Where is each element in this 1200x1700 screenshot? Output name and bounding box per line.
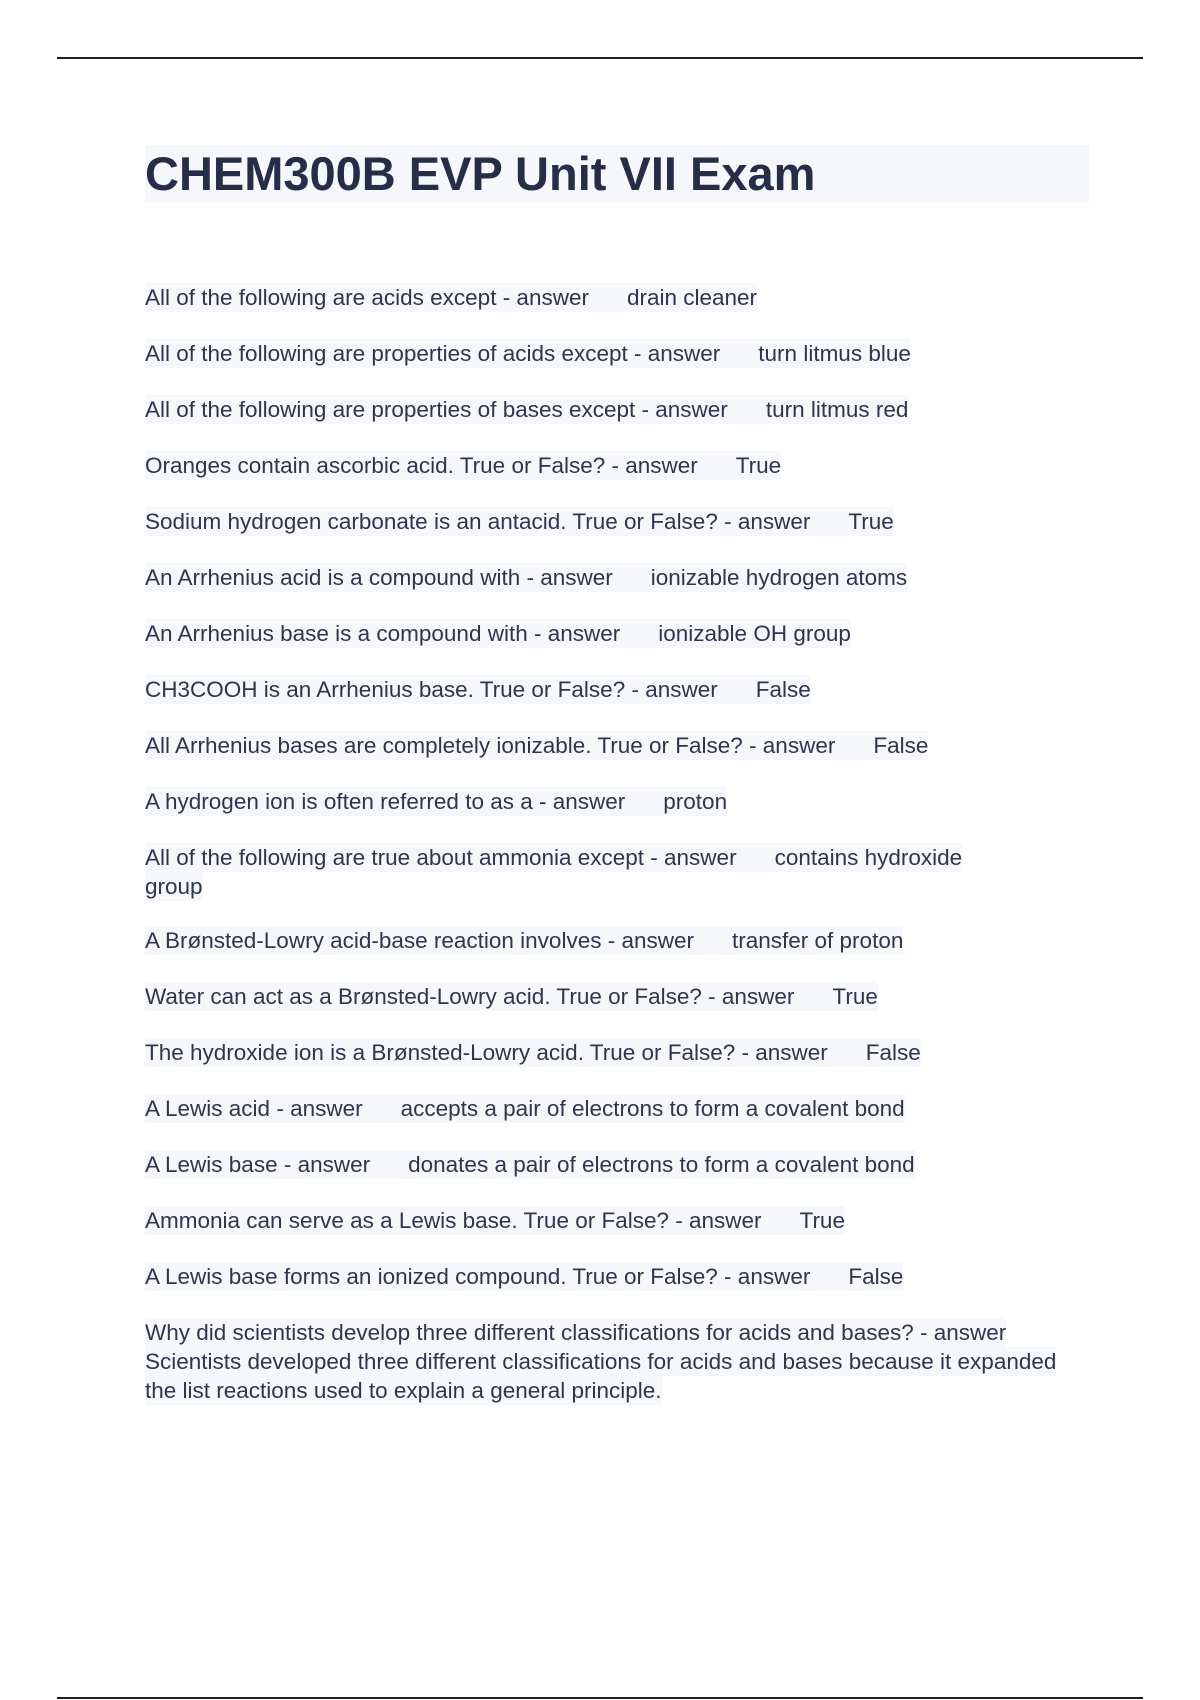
question-text: A Lewis acid - answer [145,1096,363,1121]
question-text: All of the following are true about ammonia except - answer [145,845,737,870]
question-text: Why did scientists develop three different classifications for acids and bases? - answer [145,1320,1007,1345]
answer-text: False [848,1264,904,1289]
answer-text: False [865,1040,921,1065]
qa-item [145,1206,1085,1235]
question-text: All Arrhenius bases are completely ionizable. True or False? - answer [145,733,836,758]
answer-text: True [832,984,878,1009]
qa-item [145,619,1085,648]
question-text: The hydroxide ion is a Brønsted-Lowry acid. True or False? - answer [145,1040,828,1065]
answer-text: turn litmus red [765,397,909,422]
qa-item [145,1262,1085,1291]
qa-item [145,395,1085,424]
question-text: An Arrhenius acid is a compound with - answer [145,565,613,590]
answer-text: True [735,453,782,478]
question-text: An Arrhenius base is a compound with - answer [145,621,621,646]
answer-text: drain cleaner [626,285,758,310]
top-rule [57,57,1143,59]
answer-text: contains hydroxide group [145,845,963,899]
question-text: Oranges contain ascorbic acid. True or False? - answer [145,453,698,478]
qa-item [145,507,1085,536]
qa-item [145,982,1085,1011]
qa-item [145,787,1085,816]
question-text: All of the following are acids except - answer [145,285,589,310]
qa-item [145,1318,1080,1405]
bottom-rule [57,1697,1143,1699]
qa-item [145,1094,1085,1123]
answer-text: turn litmus blue [758,341,911,366]
qa-item [145,731,1085,760]
question-text: All of the following are properties of bases except - answer [145,397,728,422]
question-text: A Lewis base forms an ionized compound. True or False? - answer [145,1264,811,1289]
answer-text: ionizable OH group [658,621,851,646]
answer-text: True [848,509,894,534]
qa-item [145,675,1085,704]
qa-item [145,843,1025,901]
question-text: A Brønsted-Lowry acid-base reaction involves - answer [145,928,694,953]
qa-item [145,1150,1085,1179]
answer-text: Scientists developed three different classifications for acids and bases because it expanded the list reactions used to explain a general principle. [145,1349,1057,1403]
answer-text: False [755,677,811,702]
answer-text: donates a pair of electrons to form a covalent bond [408,1152,915,1177]
question-text: A Lewis base - answer [145,1152,371,1177]
qa-item [145,283,1085,312]
page-title: CHEM300B EVP Unit VII Exam [145,147,816,200]
question-text: All of the following are properties of acids except - answer [145,341,721,366]
qa-item [145,563,1085,592]
question-text: A hydrogen ion is often referred to as a - answer [145,789,626,814]
answer-text: proton [663,789,728,814]
question-text: CH3COOH is an Arrhenius base. True or False? - answer [145,677,718,702]
answer-text: True [799,1208,845,1233]
question-text: Sodium hydrogen carbonate is an antacid. True or False? - answer [145,509,811,534]
qa-list [145,283,1085,1430]
answer-text: accepts a pair of electrons to form a covalent bond [400,1096,905,1121]
question-text: Ammonia can serve as a Lewis base. True or False? - answer [145,1208,762,1233]
qa-item [145,339,1085,368]
question-text: Water can act as a Brønsted-Lowry acid. True or False? - answer [145,984,795,1009]
qa-item [145,1038,1085,1067]
answer-text: False [873,733,929,758]
qa-item [145,926,1085,955]
answer-text: ionizable hydrogen atoms [650,565,908,590]
qa-item [145,451,1085,480]
answer-text: transfer of proton [732,928,904,953]
